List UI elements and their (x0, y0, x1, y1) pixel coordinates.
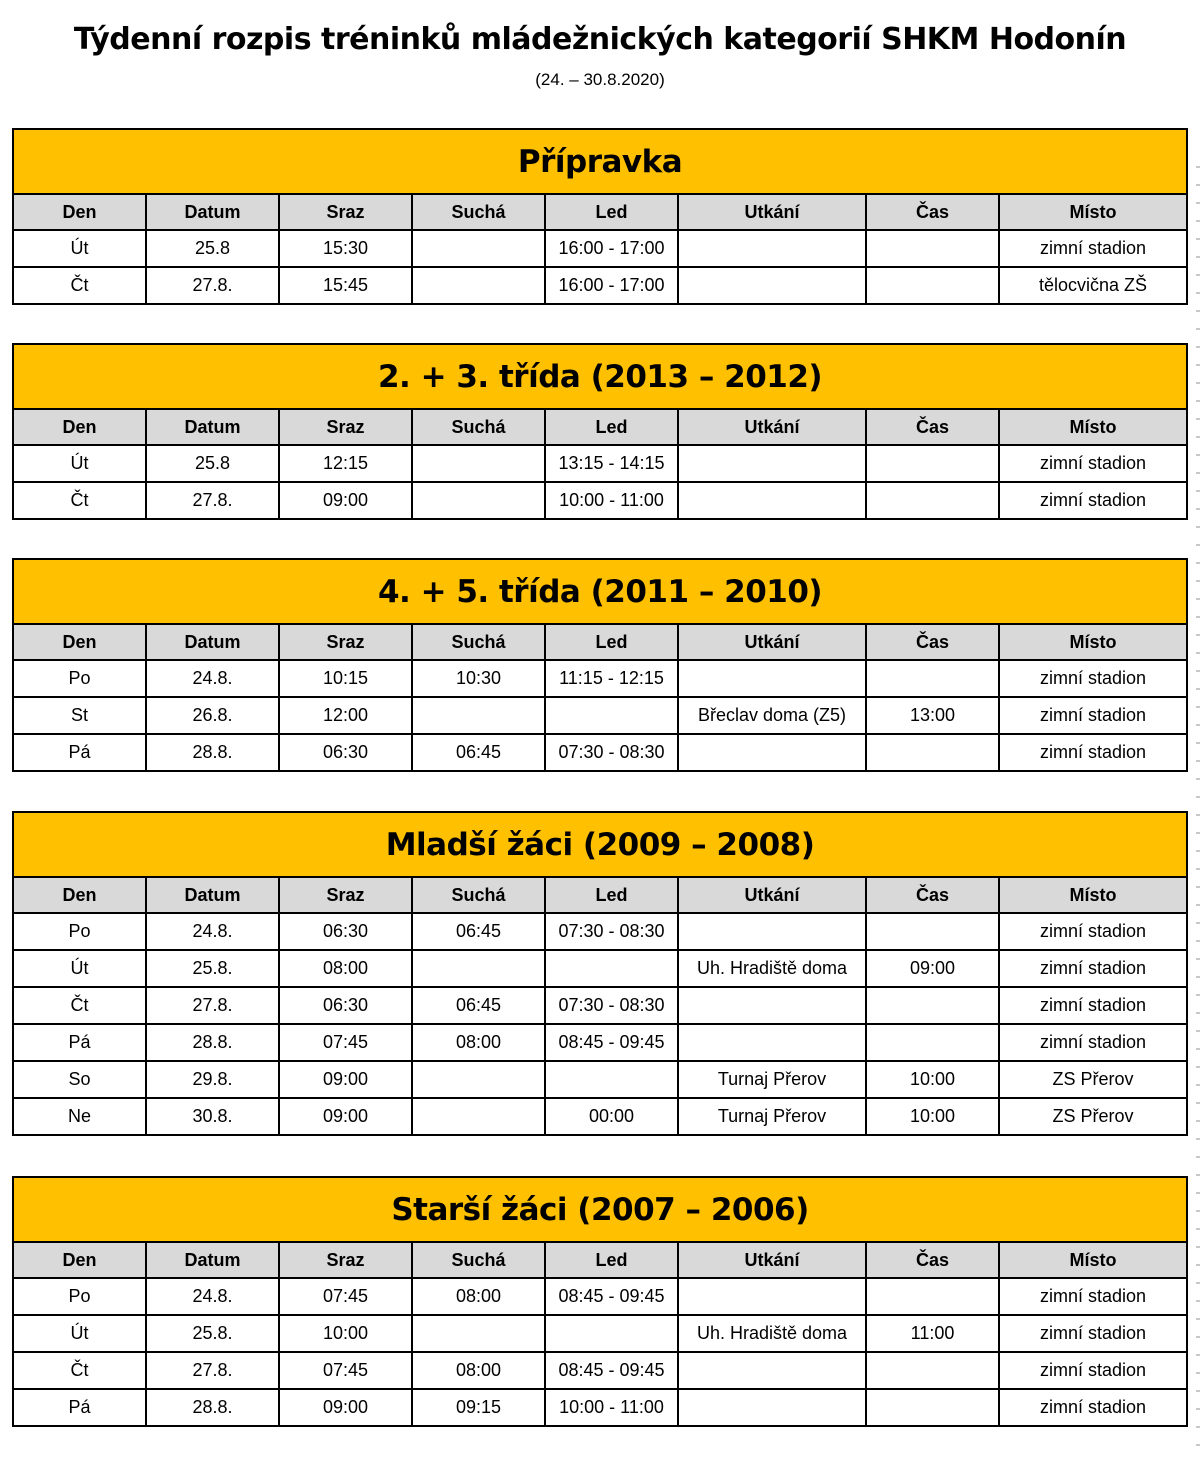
section-2 (12, 558, 1186, 772)
table-cell: ZS Přerov (999, 1061, 1187, 1098)
column-header: Sraz (279, 409, 412, 445)
table-cell: 13:15 - 14:15 (545, 445, 678, 482)
table-cell (678, 1389, 866, 1426)
schedule-table (12, 811, 1188, 1136)
table-cell (545, 1061, 678, 1098)
table-cell (412, 950, 545, 987)
column-header: Suchá (412, 194, 545, 230)
date-range: (24. – 30.8.2020) (535, 70, 665, 89)
column-header: Den (13, 194, 146, 230)
table-cell: zimní stadion (999, 445, 1187, 482)
table-cell: 16:00 - 17:00 (545, 267, 678, 304)
table-row (13, 987, 1187, 1024)
table-cell: So (13, 1061, 146, 1098)
column-header-row (13, 1242, 1187, 1278)
table-cell: 25.8. (146, 950, 279, 987)
table-cell: 09:00 (279, 1389, 412, 1426)
schedule-table (12, 128, 1188, 305)
table-cell (412, 1061, 545, 1098)
column-header: Led (545, 877, 678, 913)
table-cell: 08:45 - 09:45 (545, 1278, 678, 1315)
table-cell (678, 267, 866, 304)
table-cell (545, 697, 678, 734)
table-cell: 07:30 - 08:30 (545, 987, 678, 1024)
table-cell: 07:30 - 08:30 (545, 913, 678, 950)
table-cell: 07:30 - 08:30 (545, 734, 678, 771)
schedule-table (12, 558, 1188, 772)
table-cell (866, 1352, 999, 1389)
table-cell (545, 1315, 678, 1352)
table-cell: 08:00 (279, 950, 412, 987)
table-cell (412, 1098, 545, 1135)
table-cell: 11:15 - 12:15 (545, 660, 678, 697)
table-cell: zimní stadion (999, 660, 1187, 697)
table-cell: Čt (13, 987, 146, 1024)
section-title: Přípravka (13, 129, 1187, 194)
table-cell: 25.8 (146, 445, 279, 482)
table-cell: 10:30 (412, 660, 545, 697)
column-header: Sraz (279, 1242, 412, 1278)
table-cell (545, 950, 678, 987)
column-header: Suchá (412, 409, 545, 445)
table-cell: zimní stadion (999, 987, 1187, 1024)
column-header: Den (13, 409, 146, 445)
section-title: 4. + 5. třída (2011 – 2010) (13, 559, 1187, 624)
table-cell: 26.8. (146, 697, 279, 734)
table-row (13, 1278, 1187, 1315)
table-cell: zimní stadion (999, 1389, 1187, 1426)
schedule-table (12, 1176, 1188, 1427)
table-cell: 07:45 (279, 1024, 412, 1061)
table-cell: Po (13, 1278, 146, 1315)
section-1 (12, 343, 1186, 520)
table-cell: Út (13, 1315, 146, 1352)
table-row (13, 230, 1187, 267)
table-cell: 25.8 (146, 230, 279, 267)
table-cell: 24.8. (146, 660, 279, 697)
column-header: Suchá (412, 1242, 545, 1278)
column-header: Datum (146, 194, 279, 230)
table-cell: zimní stadion (999, 1278, 1187, 1315)
table-cell: 10:00 (279, 1315, 412, 1352)
table-cell: 11:00 (866, 1315, 999, 1352)
table-row (13, 734, 1187, 771)
table-cell: 10:00 (866, 1061, 999, 1098)
table-cell (412, 445, 545, 482)
table-cell: zimní stadion (999, 1315, 1187, 1352)
table-cell: zimní stadion (999, 1024, 1187, 1061)
table-cell (866, 734, 999, 771)
table-row (13, 1098, 1187, 1135)
column-header: Místo (999, 409, 1187, 445)
table-cell: 06:30 (279, 913, 412, 950)
table-row (13, 445, 1187, 482)
table-cell (678, 230, 866, 267)
section-3 (12, 811, 1186, 1136)
table-cell: 27.8. (146, 987, 279, 1024)
table-cell: 15:45 (279, 267, 412, 304)
table-cell: 10:00 - 11:00 (545, 482, 678, 519)
table-cell (678, 482, 866, 519)
table-cell: 09:15 (412, 1389, 545, 1426)
table-cell: 16:00 - 17:00 (545, 230, 678, 267)
table-cell: 28.8. (146, 1024, 279, 1061)
table-cell: 25.8. (146, 1315, 279, 1352)
table-cell (412, 230, 545, 267)
column-header: Utkání (678, 194, 866, 230)
table-cell: 13:00 (866, 697, 999, 734)
table-cell (412, 482, 545, 519)
table-cell (866, 230, 999, 267)
page-title: Týdenní rozpis tréninků mládežnických kategorií SHKM Hodonín (73, 22, 1127, 57)
section-0 (12, 128, 1186, 305)
table-cell: Út (13, 950, 146, 987)
table-cell: Pá (13, 734, 146, 771)
table-cell: Po (13, 913, 146, 950)
table-cell (866, 1024, 999, 1061)
table-row (13, 267, 1187, 304)
table-cell: St (13, 697, 146, 734)
column-header-row (13, 624, 1187, 660)
column-header: Datum (146, 877, 279, 913)
table-cell: zimní stadion (999, 950, 1187, 987)
table-cell: 10:00 (866, 1098, 999, 1135)
table-row (13, 1315, 1187, 1352)
table-cell: 09:00 (279, 1098, 412, 1135)
column-header-row (13, 409, 1187, 445)
table-cell (678, 1278, 866, 1315)
table-cell: Út (13, 445, 146, 482)
column-header: Místo (999, 194, 1187, 230)
table-cell: 09:00 (866, 950, 999, 987)
table-cell: 12:00 (279, 697, 412, 734)
column-header: Den (13, 624, 146, 660)
table-cell: 08:00 (412, 1278, 545, 1315)
column-header: Sraz (279, 877, 412, 913)
table-cell (678, 913, 866, 950)
table-cell (678, 1024, 866, 1061)
column-header: Datum (146, 409, 279, 445)
table-cell: 00:00 (545, 1098, 678, 1135)
column-header: Led (545, 1242, 678, 1278)
table-row (13, 1352, 1187, 1389)
table-cell: 06:30 (279, 734, 412, 771)
table-cell: zimní stadion (999, 482, 1187, 519)
table-row (13, 1024, 1187, 1061)
table-cell: 06:45 (412, 987, 545, 1024)
table-cell: Ne (13, 1098, 146, 1135)
table-cell: zimní stadion (999, 734, 1187, 771)
table-cell: 08:45 - 09:45 (545, 1352, 678, 1389)
table-cell: 15:30 (279, 230, 412, 267)
table-cell: 28.8. (146, 1389, 279, 1426)
table-cell: 24.8. (146, 1278, 279, 1315)
schedule-table (12, 343, 1188, 520)
column-header: Místo (999, 877, 1187, 913)
table-row (13, 913, 1187, 950)
table-cell: 09:00 (279, 482, 412, 519)
table-cell (678, 1352, 866, 1389)
column-header: Místo (999, 624, 1187, 660)
table-cell (866, 482, 999, 519)
table-row (13, 482, 1187, 519)
table-cell (412, 697, 545, 734)
page-edge-marks (1196, 150, 1200, 1450)
table-cell: Čt (13, 482, 146, 519)
column-header-row (13, 877, 1187, 913)
table-cell: 07:45 (279, 1352, 412, 1389)
table-cell: Břeclav doma (Z5) (678, 697, 866, 734)
table-cell: 07:45 (279, 1278, 412, 1315)
table-cell: 27.8. (146, 267, 279, 304)
table-cell: Uh. Hradiště doma (678, 1315, 866, 1352)
column-header: Místo (999, 1242, 1187, 1278)
table-cell (866, 660, 999, 697)
table-cell: tělocvična ZŠ (999, 267, 1187, 304)
table-cell (866, 1278, 999, 1315)
table-cell (678, 987, 866, 1024)
table-cell: 06:45 (412, 734, 545, 771)
table-cell: 08:00 (412, 1024, 545, 1061)
table-cell: 10:00 - 11:00 (545, 1389, 678, 1426)
table-cell: 29.8. (146, 1061, 279, 1098)
table-cell: zimní stadion (999, 230, 1187, 267)
table-cell: Uh. Hradiště doma (678, 950, 866, 987)
table-cell (866, 445, 999, 482)
table-cell: 06:30 (279, 987, 412, 1024)
column-header: Suchá (412, 624, 545, 660)
table-cell (678, 734, 866, 771)
table-cell: zimní stadion (999, 697, 1187, 734)
section-title: 2. + 3. třída (2013 – 2012) (13, 344, 1187, 409)
table-cell: 27.8. (146, 1352, 279, 1389)
table-cell (866, 987, 999, 1024)
table-cell (678, 660, 866, 697)
column-header: Čas (866, 877, 999, 913)
section-4 (12, 1176, 1186, 1427)
table-cell: Út (13, 230, 146, 267)
table-cell: Turnaj Přerov (678, 1061, 866, 1098)
table-cell: ZS Přerov (999, 1098, 1187, 1135)
column-header: Sraz (279, 194, 412, 230)
table-cell (678, 445, 866, 482)
section-title: Starší žáci (2007 – 2006) (13, 1177, 1187, 1242)
table-cell: 27.8. (146, 482, 279, 519)
column-header: Čas (866, 409, 999, 445)
table-row (13, 660, 1187, 697)
column-header: Led (545, 409, 678, 445)
column-header-row (13, 194, 1187, 230)
table-cell: Čt (13, 1352, 146, 1389)
column-header: Utkání (678, 409, 866, 445)
table-cell: 30.8. (146, 1098, 279, 1135)
table-row (13, 1061, 1187, 1098)
table-cell: Pá (13, 1024, 146, 1061)
table-cell (412, 1315, 545, 1352)
table-cell (866, 1389, 999, 1426)
column-header: Čas (866, 194, 999, 230)
table-cell: zimní stadion (999, 1352, 1187, 1389)
table-cell (866, 267, 999, 304)
table-row (13, 697, 1187, 734)
column-header: Čas (866, 1242, 999, 1278)
table-cell: 06:45 (412, 913, 545, 950)
column-header: Sraz (279, 624, 412, 660)
table-cell: 28.8. (146, 734, 279, 771)
column-header: Den (13, 877, 146, 913)
table-cell: 08:00 (412, 1352, 545, 1389)
table-cell (412, 267, 545, 304)
column-header: Datum (146, 1242, 279, 1278)
table-cell: Po (13, 660, 146, 697)
table-cell: Pá (13, 1389, 146, 1426)
table-cell: Turnaj Přerov (678, 1098, 866, 1135)
table-cell: Čt (13, 267, 146, 304)
column-header: Den (13, 1242, 146, 1278)
column-header: Utkání (678, 877, 866, 913)
column-header: Čas (866, 624, 999, 660)
table-row (13, 1389, 1187, 1426)
column-header: Led (545, 194, 678, 230)
column-header: Utkání (678, 1242, 866, 1278)
column-header: Led (545, 624, 678, 660)
table-cell: 10:15 (279, 660, 412, 697)
table-row (13, 950, 1187, 987)
table-cell: 24.8. (146, 913, 279, 950)
column-header: Datum (146, 624, 279, 660)
table-cell: 08:45 - 09:45 (545, 1024, 678, 1061)
section-title: Mladší žáci (2009 – 2008) (13, 812, 1187, 877)
table-cell: 12:15 (279, 445, 412, 482)
column-header: Utkání (678, 624, 866, 660)
table-cell (866, 913, 999, 950)
table-cell: zimní stadion (999, 913, 1187, 950)
column-header: Suchá (412, 877, 545, 913)
table-cell: 09:00 (279, 1061, 412, 1098)
